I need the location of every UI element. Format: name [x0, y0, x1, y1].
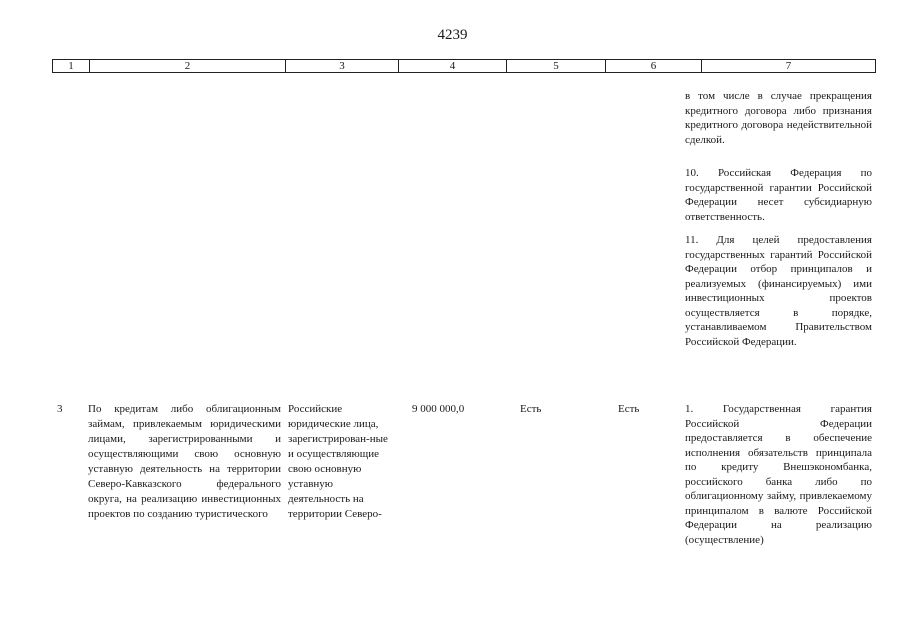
recourse-right: Есть: [520, 403, 542, 415]
header-col-6: 6: [605, 60, 701, 72]
header-col-2: 2: [89, 60, 285, 72]
row-number: 3: [57, 403, 63, 415]
table-header-row: [52, 59, 876, 73]
header-col-1: 1: [68, 60, 74, 72]
conditions-paragraph-11: 11. Для целей предоставления государственных гарантий Российской Федерации отбор принципалов и реализуемых (финансируемых) ими инвестиционных проектов осуществляется в порядке, устанавливаемом Правительством Российской Федерации.: [685, 234, 872, 348]
guarantee-purpose: По кредитам либо облигационным займам, привлекаемым юридическими лицами, зарегистрированными и осуществляющими свою основную уставную деятельность на территории Северо-Кавказского федерального округа, на реализацию инвестиционных проектов по созданию туристического: [88, 403, 281, 520]
guarantee-amount: 9 000 000,0: [412, 403, 465, 415]
conditions-paragraph-1: 1. Государственная гарантия Российской Федерации предоставляется в обеспечение исполнения обязательств принципала по кредиту Внешэкономбанка, российского банка либо по облигационному займу, привлекаемому принципалом в валюте Российской Федерации на реализацию (осуществление): [685, 403, 872, 546]
header-col-3: 3: [285, 60, 398, 72]
header-col-4: 4: [398, 60, 506, 72]
principal-category: Российские юридические лица, зарегистрирован-ные и осуществляющие свою основную уставную деятельность на территории Северо-: [288, 403, 388, 520]
conditions-paragraph-continuation: в том числе в случае прекращения кредитного договора либо признания кредитного договора недействительной сделкой.: [685, 90, 872, 146]
principal-verification: Есть: [618, 403, 640, 415]
header-col-7: 7: [701, 60, 875, 72]
header-col-5: 5: [506, 60, 605, 72]
conditions-paragraph-10: 10. Российская Федерация по государственной гарантии Российской Федерации несет субсидиарную ответственность.: [685, 167, 872, 223]
page-number: 4239: [437, 27, 468, 43]
